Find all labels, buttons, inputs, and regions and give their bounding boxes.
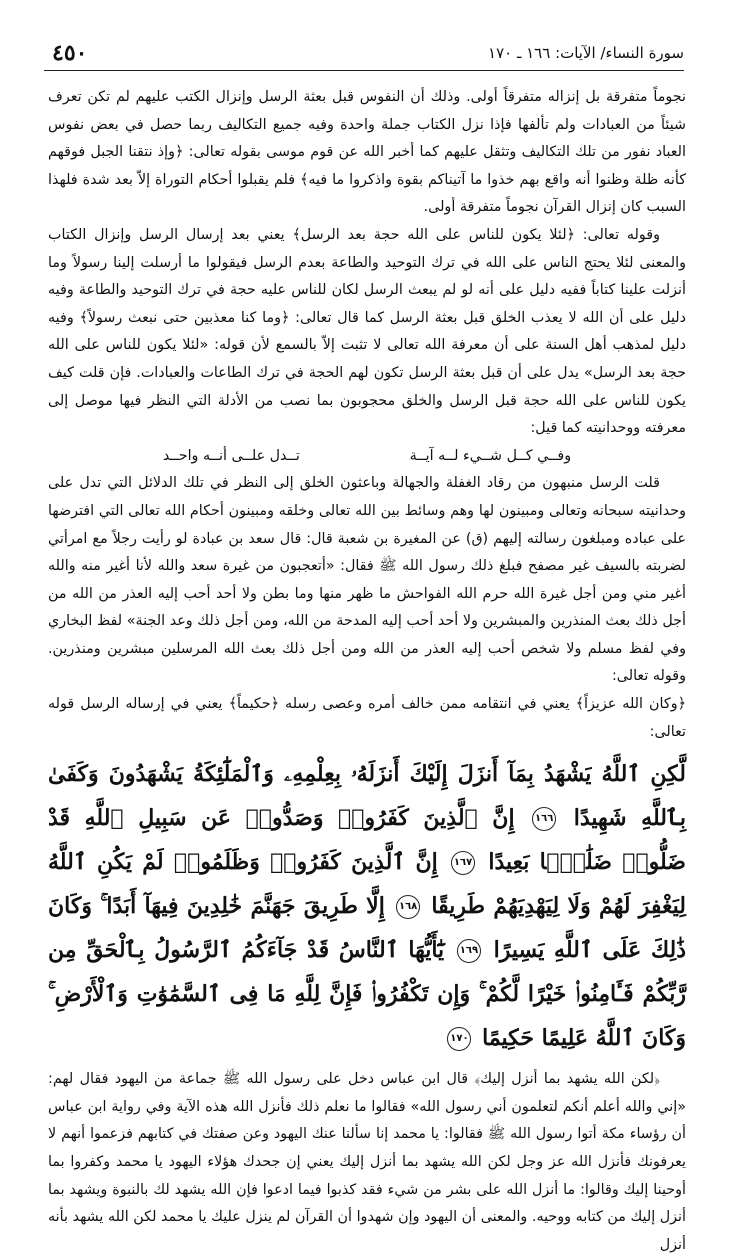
quran-ayah-text: إِنَّ ٱلَّذِينَ كَفَرُوا۟ وَظَلَمُوا۟ لَمْ يَكُنِ ٱللَّهُ لِيَغْفِرَ لَهُمْ وَلَا لِيَهْدِيَهُمْ طَرِيقًا (48, 849, 686, 920)
ayah-number-marker: ١٦٦ (532, 807, 556, 831)
paragraph-aziz-hakim: ﴿وكان الله عزيزاً﴾ يعني في انتقامه ممن خالف أمره وعصى رسله ﴿حكيماً﴾ يعني في إرساله الرسل قوله تعالى: (48, 696, 686, 740)
quran-ayah-text: إِلَّا طَرِيقَ جَهَنَّمَ خَٰلِدِينَ فِيهَآ أَبَدًا ۚ وَكَانَ ذَٰلِكَ عَلَى ٱللَّهِ يَسِيرًا (48, 893, 686, 964)
ayah-number-marker: ١٦٨ (396, 895, 420, 919)
verse-hemistich-second: تــدل علــى أنــه واحــد (162, 447, 300, 464)
quran-ayah-text: إِنَّ ٱلَّذِينَ كَفَرُوا۟ وَصَدُّوا۟ عَن سَبِيلِ ٱللَّهِ قَدْ ضَلُّوا۟ ضَلَٰلًۢا بَعِيدًا (48, 805, 686, 876)
quran-ayah-text: يَٰٓأَيُّهَا ٱلنَّاسُ قَدْ جَآءَكُمُ ٱلرَّسُولُ بِٱلْحَقِّ مِن رَّبِّكُمْ فَـَٔامِنُوا۟ خَيْرًا لَّكُمْ ۚ وَإِن تَكْفُرُوا۟ فَإِنَّ لِلَّهِ مَا فِى ٱلسَّمَٰوَٰتِ وَٱلْأَرْضِ ۚ وَكَانَ ٱللَّهُ عَلِيمًا حَكِيمًا (48, 937, 686, 1052)
paragraph-revelation-gradual: نجوماً متفرقة بل إنزاله متفرقاً أولى. وذلك أن النفوس قبل بعثة الرسل وإنزال الكتب عليهم لم تكن تعرف شيئاً من العبادات ولم تألفها فإذا نزل الكتاب جملة واحدة وفيه جميع التكاليف ربما حصل في بعض نفوس العباد نفور من تلك التكاليف وتثقل عليهم كما أخبر الله عن قوم موسى بقوله تعالى: ﴿وإذ نتقنا الجبل فوقهم كأنه ظلة وظنوا أنه واقع بهم خذوا ما آتيناكم بقوة واذكروا ما فيه﴾ فلم يقبلوا أحكام التوراة إلاّ بعد شدة فلهذا السبب كان إنزال القرآن نجوماً متفرقة أولى. (48, 89, 686, 216)
ayah-number-marker: ١٦٧ (451, 851, 475, 875)
ayah-number-marker: ١٧٠ (447, 1027, 471, 1051)
verse-hemistich-first: وفــي كــل شــيء لــه آيــة (409, 447, 572, 464)
page-header (44, 40, 684, 71)
paragraph-allah-witnesses: ﴿لكن الله يشهد بما أنزل إليك﴾ قال ابن عباس دخل على رسول الله ﷺ جماعة من اليهود فقال لهم: «إني والله أعلم أنكم لتعلمون أني رسول الله» فقالوا ما نعلم ذلك فأنزل الله هذه الآية وفي رواية ابن عباس أن رؤساء مكة أتوا رسول الله ﷺ فقالوا: يا محمد إنا سألنا عنك اليهود وعن صفتك في كتابهم فزعموا أنهم لا يعرفونك فأنزل الله عز وجل لكن الله يشهد بما أنزل إليك يعني إن جحدك هؤلاء اليهود يا محمد وكفروا بما أوحينا إليك وقالوا: ما أنزل الله على بشر من شيء فقد كذبوا فيما ادعوا فإن الله يشهد لك بالنبوة ويشهد بما أنزل إليك من كتابه ووحيه. والمعنى أن اليهود وإن شهدوا أن القرآن لم ينزل عليك يا محمد لكن الله يشهد بأنه أنزل (48, 1071, 686, 1253)
quran-ayah-text: لَّكِنِ ٱللَّهُ يَشْهَدُ بِمَآ أَنزَلَ إِلَيْكَ أَنزَلَهُۥ بِعِلْمِهِۦ وَٱلْمَلَٰٓئِكَةُ يَشْهَدُونَ وَكَفَىٰ بِٱللَّهِ شَهِيدًا (48, 761, 686, 832)
paragraph-messengers-role: قلت الرسل منبهون من رقاد الغفلة والجهالة وباعثون الخلق إلى النظر في تلك الدلائل التي تدل على وحدانيته سبحانه وتعالى ومبينون لها وهم وسائط بين الله تعالى وخلقه ومبينون أحكام الله تعالى التي افترضها على عباده ومبلغون رسالته إليهم (ق) عن المغيرة بن شعبة قال: قال سعد بن عبادة لو رأيت رجلاً مع امرأتي لضربته بالسيف غير مصفح فبلغ ذلك رسول الله ﷺ فقال: «أتعجبون من غيرة سعد والله لأنا أغير منه والله أغير مني ومن أجل غيرة الله حرم الله الفواحش ما ظهر منها وما بطن ولا أحد أحب إليه العذر من الله من أجل ذلك بعث المنذرين والمبشرين ولا أحد أحب إليه المدحة من الله، ومن أجل ذلك وعد الجنة» لفظ البخاري وفي لفظ مسلم ولا شخص أحب إليه العذر من الله ومن أجل ذلك بعث الله المرسلين مبشرين ومنذرين. وقوله تعالى: (48, 475, 686, 685)
ayah-number-marker: ١٦٩ (457, 939, 481, 963)
poetry-verse (48, 443, 686, 471)
paragraph-no-argument-after-messengers: وقوله تعالى: ﴿لئلا يكون للناس على الله حجة بعد الرسل﴾ يعني بعد إرسال الرسل وإنزال الكتاب والمعنى لئلا يحتج الناس على الله في ترك التوحيد والطاعة بعدم الرسل فيقولوا ما أرسلت إلينا رسولاً وما أنزلت علينا كتاباً ففيه دليل على أنه لو لم يبعث الرسل لكان للناس عليه حجة في ترك التوحيد والطاعة وفيه دليل على أن الله لا يعذب الخلق قبل بعثة الرسل كما قال تعالى: ﴿وما كنا معذبين حتى نبعث رسولاً﴾ وفيه دليل لمذهب أهل السنة على أن معرفة الله تعالى لا تثبت إلاّ بالسمع لأن قوله: «لئلا يكون للناس على الله حجة بعد الرسل» يدل على أن قبل بعثة الرسل تكون لهم الحجة في ترك الطاعات والعبادات. فإن قلت كيف يكون للناس على الله حجة قبل الرسل والخلق محجوبون بما نصب من الأدلة التي النظر فيها موصل إلى معرفته ووحدانيته كما قيل: (48, 226, 686, 437)
page-body (48, 84, 686, 1259)
running-head: سورة النساء/ الآيات: ١٦٦ ـ ١٧٠ (488, 44, 684, 62)
page-number: ٤٥٠ (52, 40, 88, 66)
quran-passage (48, 752, 686, 1060)
